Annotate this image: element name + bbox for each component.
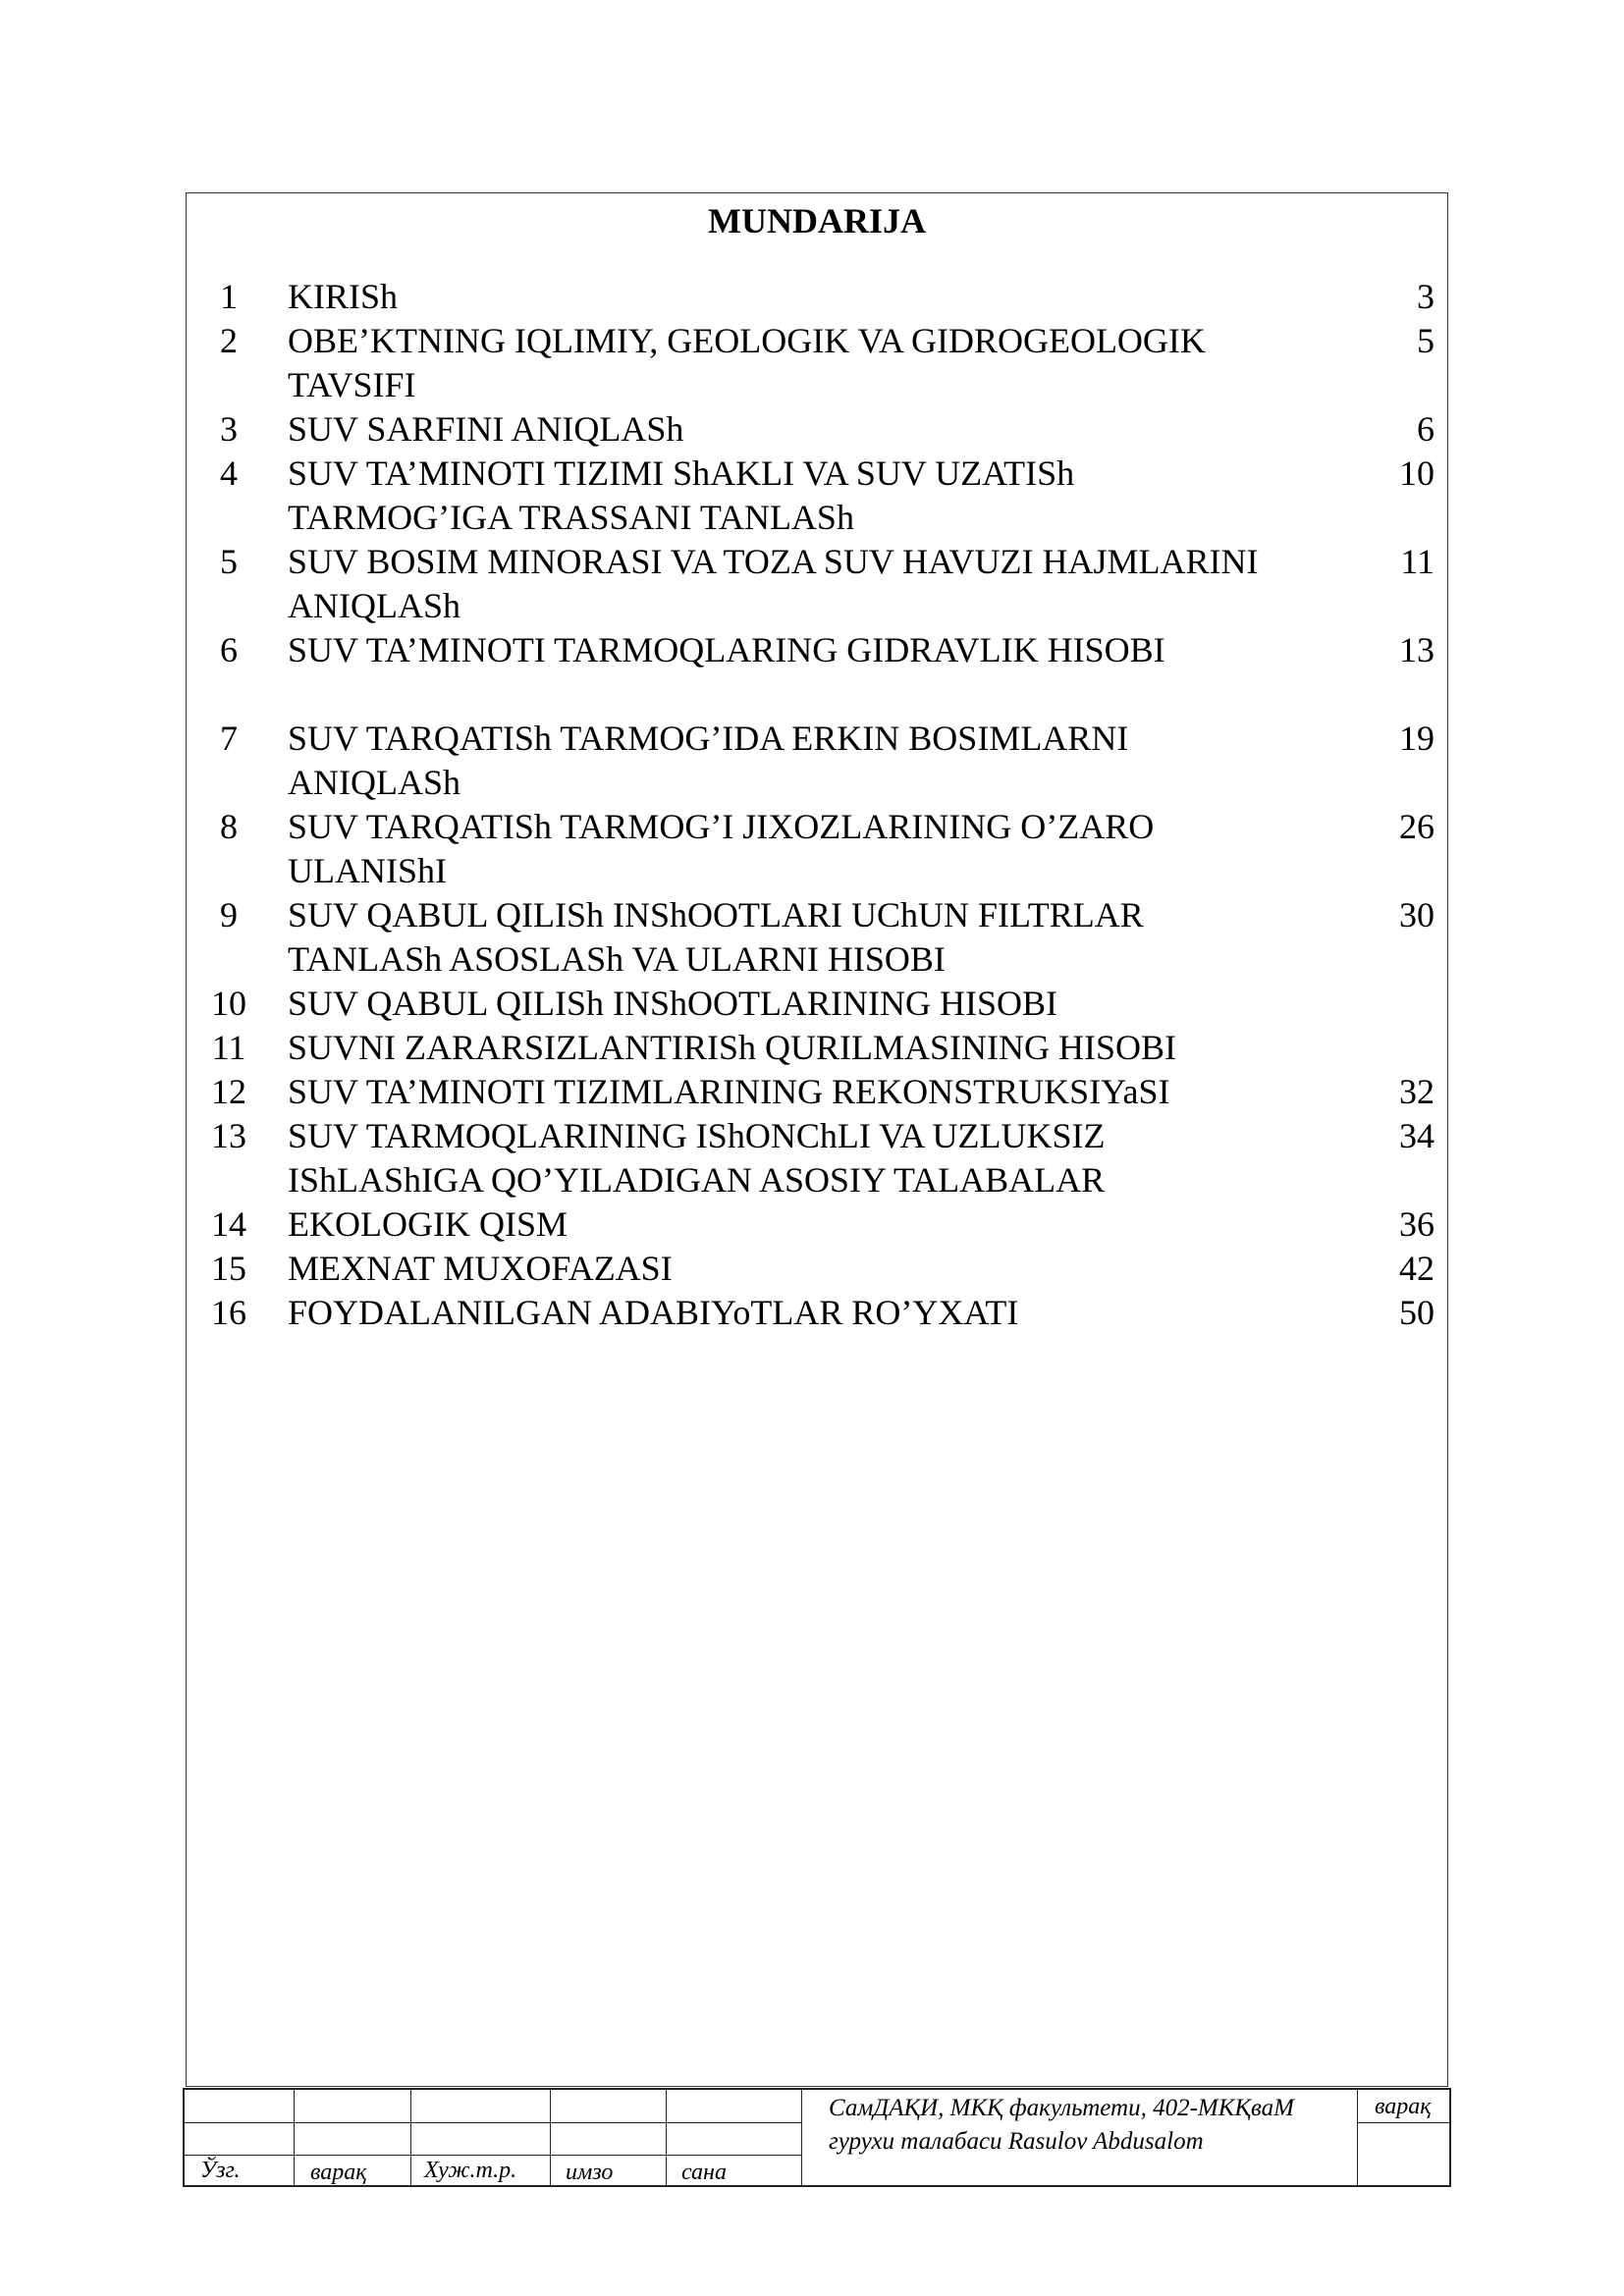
toc-number: 8 xyxy=(220,807,238,846)
toc-page-number: 13 xyxy=(1399,630,1435,669)
stamp-label-varaq: варақ xyxy=(310,2160,367,2185)
toc-row xyxy=(186,407,1448,452)
toc-row xyxy=(186,540,1448,628)
stamp-description-line2: гурухи талабаси Rasulov Abdusalom xyxy=(829,2128,1204,2155)
toc-row xyxy=(186,805,1448,893)
toc-row xyxy=(186,1202,1448,1247)
toc-page-number: 19 xyxy=(1399,719,1435,758)
toc-title: SUV QABUL QILISh INShOOTLARI UChUN FILTRLAR TANLASh ASOSLASh VA ULARNI HISOBI xyxy=(288,895,1144,979)
toc-page-number: 10 xyxy=(1399,454,1435,493)
stamp-label-imzo: имзо xyxy=(566,2160,614,2185)
toc-title: SUV BOSIM MINORASI VA TOZA SUV HAVUZI HAJMLARINI ANIQLASh xyxy=(288,542,1259,625)
toc-number: 4 xyxy=(220,454,238,493)
stamp-label-izm: Ўзг. xyxy=(200,2158,241,2183)
toc-row xyxy=(186,1291,1448,1335)
toc-title: EKOLOGIK QISM xyxy=(288,1204,568,1244)
toc-number: 2 xyxy=(220,321,238,360)
toc-title: MEXNAT MUXOFAZASI xyxy=(288,1249,673,1288)
toc-row xyxy=(186,717,1448,805)
toc-page-number: 30 xyxy=(1399,895,1435,934)
stamp-description-line1: СамДАҚИ, МКҚ факультети, 402-МКҚваМ xyxy=(829,2095,1294,2121)
toc-number: 7 xyxy=(220,719,238,758)
toc-number: 11 xyxy=(211,1028,246,1067)
stamp-divider xyxy=(410,2090,411,2185)
toc-title: SUV QABUL QILISh INShOOTLARINING HISOBI xyxy=(288,984,1057,1023)
toc-title: SUV TARQATISh TARMOG’I JIXOZLARINING O’ZARO ULANIShI xyxy=(288,807,1155,890)
toc-number: 12 xyxy=(211,1072,246,1111)
toc-title: KIRISh xyxy=(288,277,399,316)
toc-page-number: 3 xyxy=(1417,277,1435,316)
page-title: MUNDARIJA xyxy=(708,201,926,240)
stamp-divider xyxy=(185,2155,801,2156)
toc-page-number: 34 xyxy=(1399,1116,1435,1155)
toc-row xyxy=(186,275,1448,319)
toc-title: SUV TA’MINOTI TIZIMI ShAKLI VA SUV UZATISh TARMOG’IGA TRASSANI TANLASh xyxy=(288,454,1075,537)
toc-number: 1 xyxy=(220,277,238,316)
stamp-sheet-label: варақ xyxy=(1375,2094,1432,2119)
toc-row xyxy=(186,1114,1448,1202)
toc-page-number: 36 xyxy=(1399,1204,1435,1244)
toc-page-number: 6 xyxy=(1417,409,1435,449)
toc-row xyxy=(186,893,1448,982)
toc-row xyxy=(186,452,1448,540)
toc-row xyxy=(186,1247,1448,1291)
stamp-divider xyxy=(185,2122,801,2123)
stamp-description xyxy=(815,2090,1365,2187)
toc-number: 6 xyxy=(220,630,238,669)
toc-title: SUV TA’MINOTI TIZIMLARINING REKONSTRUKSIYaSI xyxy=(288,1072,1170,1111)
toc-row xyxy=(186,319,1448,407)
toc-page-number: 42 xyxy=(1399,1249,1435,1288)
toc-title: SUV TARQATISh TARMOG’IDA ERKIN BOSIMLARNI ANIQLASh xyxy=(288,719,1129,802)
toc-title: FOYDALANILGAN ADABIYoTLAR RO’YXATI xyxy=(288,1293,1019,1332)
stamp-divider xyxy=(550,2090,551,2185)
toc-page-number: 32 xyxy=(1399,1072,1435,1111)
toc-number: 13 xyxy=(211,1116,246,1155)
toc-row xyxy=(186,1070,1448,1114)
toc-number: 10 xyxy=(211,984,246,1023)
toc-number: 3 xyxy=(220,409,238,449)
toc-number: 9 xyxy=(220,895,238,934)
toc-row xyxy=(186,628,1448,672)
toc-number: 14 xyxy=(211,1204,246,1244)
toc-row xyxy=(186,982,1448,1026)
toc-page-number: 50 xyxy=(1399,1293,1435,1332)
toc-number: 5 xyxy=(220,542,238,581)
title-block-stamp xyxy=(183,2088,1451,2187)
table-of-contents xyxy=(186,275,1448,1335)
toc-page-number: 11 xyxy=(1400,542,1435,581)
toc-page-number: 5 xyxy=(1417,321,1435,360)
toc-title: OBE’KTNING IQLIMIY, GEOLOGIK VA GIDROGEOLOGIK TAVSIFI xyxy=(288,321,1206,404)
stamp-divider xyxy=(801,2090,802,2185)
stamp-label-sana: сана xyxy=(681,2160,727,2185)
toc-row xyxy=(186,1026,1448,1070)
toc-title: SUV TA’MINOTI TARMOQLARING GIDRAVLIK HISOBI xyxy=(288,630,1165,669)
stamp-divider xyxy=(294,2090,295,2185)
stamp-divider xyxy=(1357,2122,1451,2123)
stamp-label-hujjat: Хуж.т.р. xyxy=(424,2158,517,2183)
toc-page-number: 26 xyxy=(1399,807,1435,846)
toc-number: 16 xyxy=(211,1293,246,1332)
toc-number: 15 xyxy=(211,1249,246,1288)
toc-title: SUV TARMOQLARINING IShONChLI VA UZLUKSIZ IShLAShIGA QO’YILADIGAN ASOSIY TALABALAR xyxy=(288,1116,1106,1200)
toc-title: SUV SARFINI ANIQLASh xyxy=(288,409,684,449)
toc-title: SUVNI ZARARSIZLANTIRISh QURILMASINING HISOBI xyxy=(288,1028,1176,1067)
stamp-divider xyxy=(666,2090,667,2185)
